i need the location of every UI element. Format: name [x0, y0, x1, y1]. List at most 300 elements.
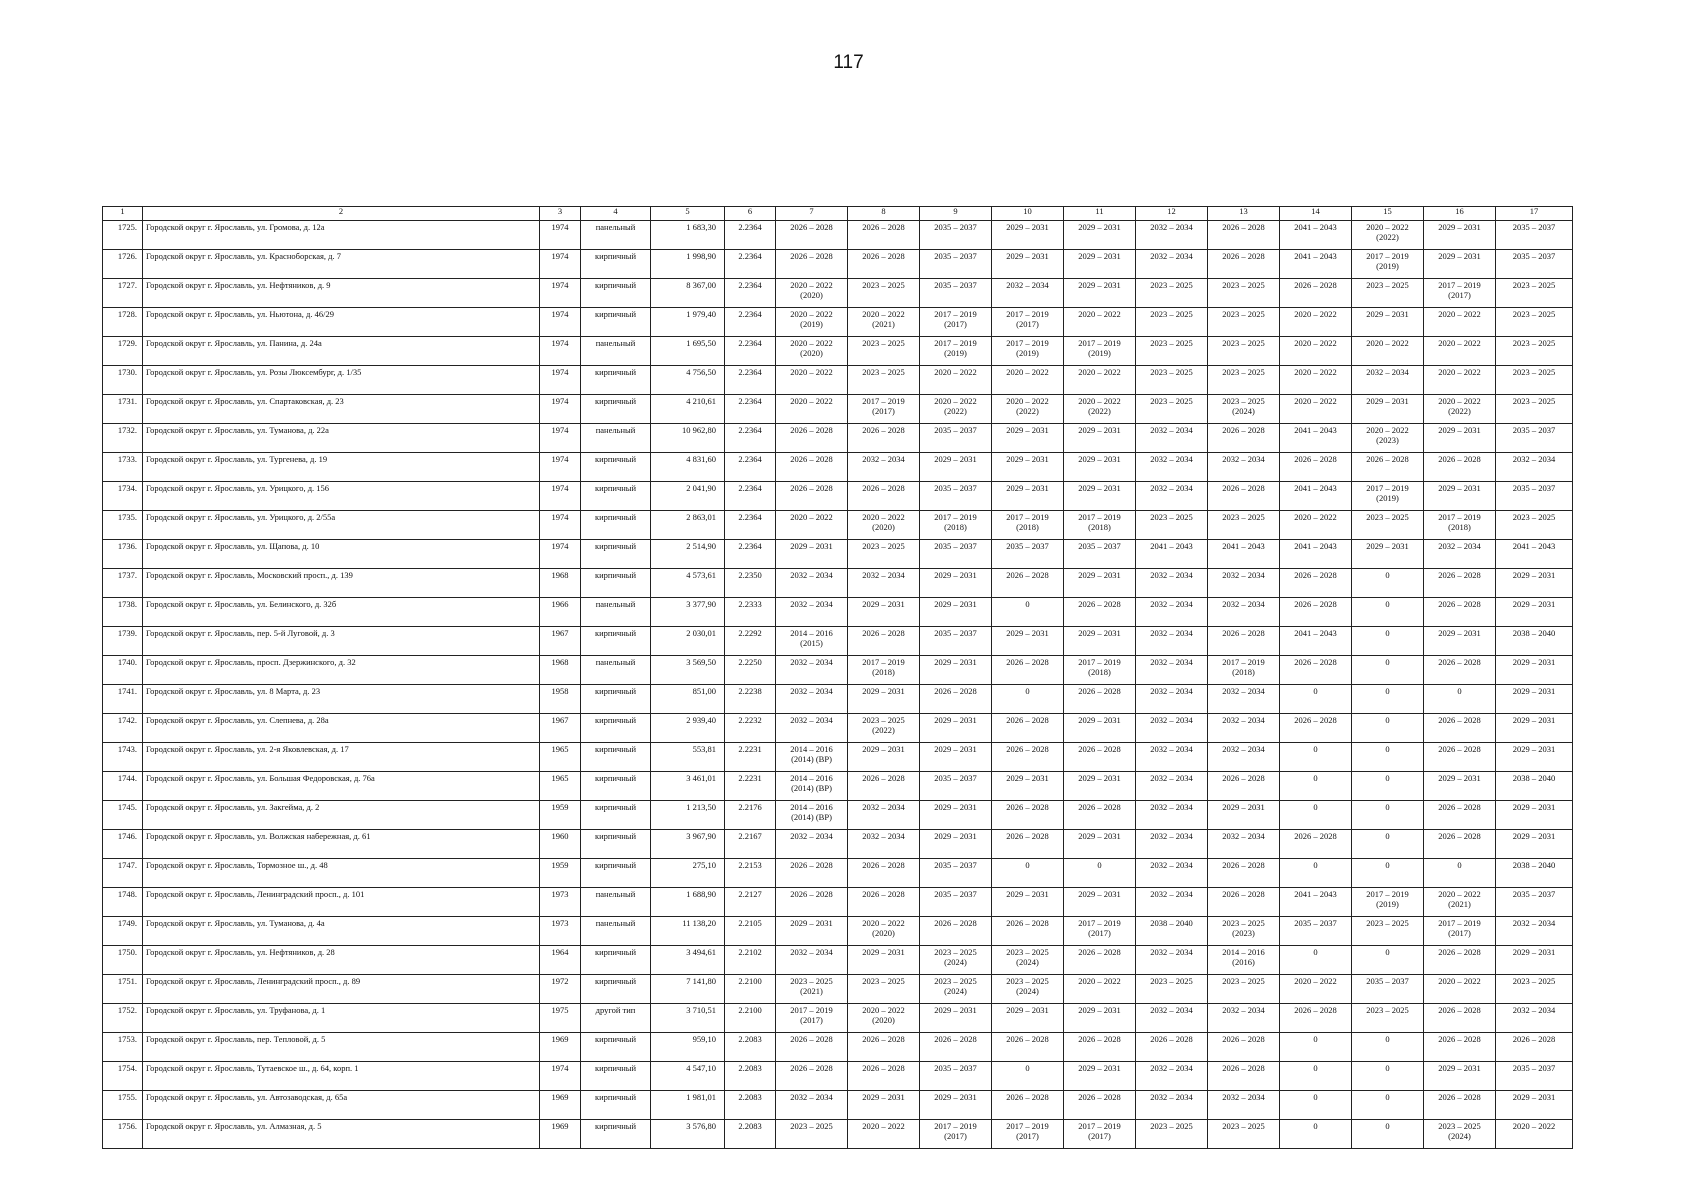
table-cell: 2026 – 2028 [776, 453, 848, 482]
table-cell: 2032 – 2034 [1136, 482, 1208, 511]
table-cell: 2020 – 2022 [1424, 975, 1496, 1004]
table-cell: 2026 – 2028 [1208, 1062, 1280, 1091]
table-cell: 2032 – 2034 [1136, 656, 1208, 685]
area-cell: 3 569,50 [651, 656, 725, 685]
table-cell: 2032 – 2034 [1136, 888, 1208, 917]
table-cell: 2023 – 2025 (2022) [848, 714, 920, 743]
table-cell: 1973 [540, 888, 581, 917]
table-row [103, 1033, 1573, 1062]
table-cell: 2029 – 2031 [1064, 830, 1136, 859]
table-cell: 2035 – 2037 [1496, 482, 1573, 511]
table-cell: 1958 [540, 685, 581, 714]
table-cell: кирпичный [581, 482, 651, 511]
table-cell: 2035 – 2037 [1496, 424, 1573, 453]
table-cell: 2032 – 2034 [1136, 946, 1208, 975]
table-cell: 2026 – 2028 [1280, 279, 1352, 308]
table-cell: 2026 – 2028 [848, 772, 920, 801]
table-cell: панельный [581, 888, 651, 917]
table-cell: 2020 – 2022 (2022) [920, 395, 992, 424]
table-cell: 0 [1280, 685, 1352, 714]
table-cell: 1974 [540, 482, 581, 511]
table-cell: 2020 – 2022 [1352, 337, 1424, 366]
table-cell: 2032 – 2034 [1208, 598, 1280, 627]
table-cell: 2023 – 2025 [1496, 395, 1573, 424]
table-cell: 2029 – 2031 [1352, 308, 1424, 337]
row-number: 1735. [103, 511, 143, 540]
address-cell: Городской округ г. Ярославль, ул. Волжская набережная, д. 61 [143, 830, 540, 859]
table-cell: 2014 – 2016 (2015) [776, 627, 848, 656]
table-cell: 2029 – 2031 [1064, 453, 1136, 482]
table-cell: 2023 – 2025 (2024) [920, 975, 992, 1004]
table-cell: 2029 – 2031 [920, 1091, 992, 1120]
table-cell: 2032 – 2034 [1136, 743, 1208, 772]
table-cell: 2023 – 2025 (2024) [920, 946, 992, 975]
table-cell: 2029 – 2031 [1496, 656, 1573, 685]
table-cell: 2032 – 2034 [1136, 685, 1208, 714]
table-cell: 2035 – 2037 [1064, 540, 1136, 569]
table-cell: 1959 [540, 859, 581, 888]
table-cell: 0 [992, 685, 1064, 714]
row-number: 1726. [103, 250, 143, 279]
table-cell: 0 [1352, 656, 1424, 685]
table-cell: 0 [1352, 569, 1424, 598]
column-header-8: 8 [848, 207, 920, 221]
column-header-17: 17 [1496, 207, 1573, 221]
table-cell: 1975 [540, 1004, 581, 1033]
table-cell: 2017 – 2019 (2017) [776, 1004, 848, 1033]
table-cell: 2020 – 2022 [1280, 308, 1352, 337]
table-cell: 2026 – 2028 [776, 221, 848, 250]
address-cell: Городской округ г. Ярославль, ул. Большая Федоровская, д. 76а [143, 772, 540, 801]
table-row [103, 1091, 1573, 1120]
table-cell: 2023 – 2025 [848, 975, 920, 1004]
table-cell: 2029 – 2031 [1496, 946, 1573, 975]
address-cell: Городской округ г. Ярославль, ул. Нефтяников, д. 28 [143, 946, 540, 975]
table-cell: 2.2292 [725, 627, 776, 656]
table-cell: 2020 – 2022 [776, 511, 848, 540]
table-cell: 2026 – 2028 [1496, 1033, 1573, 1062]
table-cell: 2029 – 2031 [776, 540, 848, 569]
table-cell: 2026 – 2028 [848, 482, 920, 511]
table-row [103, 859, 1573, 888]
table-cell: кирпичный [581, 453, 651, 482]
table-cell: кирпичный [581, 946, 651, 975]
table-row [103, 511, 1573, 540]
table-cell: 2026 – 2028 [1280, 714, 1352, 743]
address-cell: Городской округ г. Ярославль, ул. 2-я Яковлевская, д. 17 [143, 743, 540, 772]
table-cell: 2041 – 2043 [1208, 540, 1280, 569]
table-cell: 2.2364 [725, 366, 776, 395]
table-cell: 2035 – 2037 [920, 888, 992, 917]
address-cell: Городской округ г. Ярославль, ул. 8 Марта, д. 23 [143, 685, 540, 714]
table-cell: 2.2176 [725, 801, 776, 830]
table-cell: 2029 – 2031 [920, 598, 992, 627]
table-cell: 0 [1424, 685, 1496, 714]
table-cell: 2.2364 [725, 395, 776, 424]
address-cell: Городской округ г. Ярославль, пер. 5-й Луговой, д. 3 [143, 627, 540, 656]
table-cell: 2029 – 2031 [1352, 540, 1424, 569]
table-cell: 2029 – 2031 [848, 946, 920, 975]
table-cell: 2020 – 2022 [1280, 366, 1352, 395]
table-cell: 2032 – 2034 [848, 801, 920, 830]
table-cell: 2029 – 2031 [920, 656, 992, 685]
column-header-6: 6 [725, 207, 776, 221]
address-cell: Городской округ г. Ярославль, ул. Алмазная, д. 5 [143, 1120, 540, 1149]
table-cell: 2029 – 2031 [992, 250, 1064, 279]
table-cell: 2026 – 2028 [1208, 1033, 1280, 1062]
table-cell: 1974 [540, 221, 581, 250]
table-cell: 0 [1280, 772, 1352, 801]
row-number: 1737. [103, 569, 143, 598]
table-cell: 2.2083 [725, 1062, 776, 1091]
table-cell: 2023 – 2025 [1208, 975, 1280, 1004]
table-cell: 2026 – 2028 [776, 1062, 848, 1091]
address-cell: Городской округ г. Ярославль, ул. Туманова, д. 4а [143, 917, 540, 946]
table-row [103, 772, 1573, 801]
table-cell: 2026 – 2028 [1064, 801, 1136, 830]
table-cell: 2020 – 2022 [1496, 1120, 1573, 1149]
table-cell: 2026 – 2028 [920, 1033, 992, 1062]
row-number: 1738. [103, 598, 143, 627]
row-number: 1742. [103, 714, 143, 743]
table-cell: 2023 – 2025 [1136, 1120, 1208, 1149]
table-cell: 1974 [540, 540, 581, 569]
table-cell: 2020 – 2022 [1064, 366, 1136, 395]
table-cell: 2032 – 2034 [1496, 1004, 1573, 1033]
table-cell: 2017 – 2019 (2017) [848, 395, 920, 424]
address-cell: Городской округ г. Ярославль, ул. Труфанова, д. 1 [143, 1004, 540, 1033]
table-cell: 2029 – 2031 [1064, 250, 1136, 279]
table-cell: 2.2350 [725, 569, 776, 598]
area-cell: 2 041,90 [651, 482, 725, 511]
column-header-2: 2 [143, 207, 540, 221]
table-cell: 2026 – 2028 [1208, 772, 1280, 801]
table-cell: 2020 – 2022 (2022) [1352, 221, 1424, 250]
table-row [103, 424, 1573, 453]
table-cell: 2020 – 2022 (2020) [776, 279, 848, 308]
table-cell: 2020 – 2022 [992, 366, 1064, 395]
table-cell: 2.2153 [725, 859, 776, 888]
table-cell: 2032 – 2034 [848, 569, 920, 598]
table-cell: 2032 – 2034 [1136, 1004, 1208, 1033]
table-cell: 2032 – 2034 [776, 1091, 848, 1120]
table-cell: 2023 – 2025 [1352, 1004, 1424, 1033]
table-cell: 2026 – 2028 [992, 801, 1064, 830]
table-cell: 2017 – 2019 (2018) [1064, 656, 1136, 685]
row-number: 1756. [103, 1120, 143, 1149]
table-cell: 2032 – 2034 [1136, 569, 1208, 598]
table-cell: 2.2105 [725, 917, 776, 946]
table-cell: 2035 – 2037 [920, 424, 992, 453]
table-cell: 2.2364 [725, 308, 776, 337]
table-cell: 2029 – 2031 [920, 830, 992, 859]
table-cell: 2017 – 2019 (2018) [920, 511, 992, 540]
table-cell: 1959 [540, 801, 581, 830]
table-cell: 2023 – 2025 [1496, 308, 1573, 337]
table-cell: 0 [1064, 859, 1136, 888]
table-row [103, 975, 1573, 1004]
table-cell: 2032 – 2034 [1136, 772, 1208, 801]
table-cell: 2026 – 2028 [1280, 656, 1352, 685]
address-cell: Городской округ г. Ярославль, ул. Панина, д. 24а [143, 337, 540, 366]
table-cell: 2035 – 2037 [1352, 975, 1424, 1004]
column-header-15: 15 [1352, 207, 1424, 221]
table-cell: 2017 – 2019 (2019) [1352, 482, 1424, 511]
table-cell: 2020 – 2022 (2020) [776, 337, 848, 366]
table-cell: 2023 – 2025 [1136, 337, 1208, 366]
table-cell: 2029 – 2031 [848, 743, 920, 772]
table-cell: 2032 – 2034 [1136, 221, 1208, 250]
table-cell: 0 [1352, 772, 1424, 801]
table-cell: 2035 – 2037 [1496, 1062, 1573, 1091]
table-cell: 2032 – 2034 [1208, 1004, 1280, 1033]
table-cell: 0 [1352, 946, 1424, 975]
table-cell: 2032 – 2034 [1496, 917, 1573, 946]
table-cell: другой тип [581, 1004, 651, 1033]
table-row [103, 685, 1573, 714]
table-cell: 1974 [540, 279, 581, 308]
table-cell: 2029 – 2031 [992, 424, 1064, 453]
table-cell: 2.2102 [725, 946, 776, 975]
table-cell: 2026 – 2028 [1280, 453, 1352, 482]
table-cell: 0 [1352, 627, 1424, 656]
table-row [103, 337, 1573, 366]
table-cell: 2023 – 2025 [1352, 279, 1424, 308]
table-cell: кирпичный [581, 627, 651, 656]
table-cell: 2023 – 2025 [1136, 279, 1208, 308]
table-cell: 2023 – 2025 [1136, 395, 1208, 424]
table-cell: кирпичный [581, 1062, 651, 1091]
table-cell: 1973 [540, 917, 581, 946]
table-cell: 2032 – 2034 [776, 598, 848, 627]
table-cell: 2035 – 2037 [920, 250, 992, 279]
table-cell: 2023 – 2025 [848, 337, 920, 366]
row-number: 1729. [103, 337, 143, 366]
table-cell: 2029 – 2031 [1496, 1091, 1573, 1120]
table-cell: кирпичный [581, 714, 651, 743]
table-cell: 2.2127 [725, 888, 776, 917]
address-cell: Городской округ г. Ярославль, ул. Ньютона, д. 46/29 [143, 308, 540, 337]
table-cell: 2014 – 2016 (2014) (ВР) [776, 801, 848, 830]
table-cell: 2032 – 2034 [1208, 685, 1280, 714]
table-cell: 2041 – 2043 [1496, 540, 1573, 569]
table-cell: 2023 – 2025 [1136, 975, 1208, 1004]
row-number: 1734. [103, 482, 143, 511]
row-number: 1750. [103, 946, 143, 975]
table-cell: 2041 – 2043 [1280, 482, 1352, 511]
table-cell: 2029 – 2031 [1496, 801, 1573, 830]
table-cell: 1974 [540, 250, 581, 279]
table-cell: 2020 – 2022 [1280, 395, 1352, 424]
table-cell: 2014 – 2016 (2014) (ВР) [776, 743, 848, 772]
table-cell: 2026 – 2028 [776, 859, 848, 888]
table-cell: 1974 [540, 366, 581, 395]
table-cell: 2017 – 2019 (2019) [1352, 250, 1424, 279]
table-cell: 2041 – 2043 [1136, 540, 1208, 569]
table-cell: 2029 – 2031 [1496, 598, 1573, 627]
table-cell: 2026 – 2028 [1352, 453, 1424, 482]
table-cell: 2026 – 2028 [1208, 424, 1280, 453]
area-cell: 2 939,40 [651, 714, 725, 743]
area-cell: 3 576,80 [651, 1120, 725, 1149]
table-cell: 2014 – 2016 (2014) (ВР) [776, 772, 848, 801]
table-cell: 2.2364 [725, 279, 776, 308]
table-cell: 2017 – 2019 (2018) [1208, 656, 1280, 685]
area-cell: 553,81 [651, 743, 725, 772]
table-cell: 2026 – 2028 [992, 1091, 1064, 1120]
row-number: 1741. [103, 685, 143, 714]
table-cell: кирпичный [581, 308, 651, 337]
table-cell: 2041 – 2043 [1280, 250, 1352, 279]
table-cell: 2035 – 2037 [1496, 250, 1573, 279]
table-cell: кирпичный [581, 743, 651, 772]
row-number: 1730. [103, 366, 143, 395]
table-cell: 2023 – 2025 [1496, 337, 1573, 366]
table-cell: 2026 – 2028 [1424, 1004, 1496, 1033]
table-cell: 2026 – 2028 [1064, 946, 1136, 975]
table-cell: 2032 – 2034 [776, 569, 848, 598]
table-cell: 2026 – 2028 [848, 221, 920, 250]
table-cell: 2032 – 2034 [1136, 801, 1208, 830]
table-cell: 2020 – 2022 [1280, 511, 1352, 540]
table-row [103, 743, 1573, 772]
table-cell: 2026 – 2028 [1208, 859, 1280, 888]
table-cell: кирпичный [581, 540, 651, 569]
table-row [103, 830, 1573, 859]
table-cell: 2035 – 2037 [920, 279, 992, 308]
table-cell: 2023 – 2025 [1208, 366, 1280, 395]
table-cell: 2029 – 2031 [1064, 627, 1136, 656]
area-cell: 275,10 [651, 859, 725, 888]
table-cell: 2032 – 2034 [1136, 424, 1208, 453]
table-row [103, 1062, 1573, 1091]
table-cell: кирпичный [581, 569, 651, 598]
table-cell: 2023 – 2025 [776, 1120, 848, 1149]
table-cell: 2035 – 2037 [920, 1062, 992, 1091]
table-cell: 0 [1352, 598, 1424, 627]
table-row [103, 540, 1573, 569]
table-cell: 2023 – 2025 [848, 279, 920, 308]
table-cell: 0 [1280, 801, 1352, 830]
row-number: 1749. [103, 917, 143, 946]
table-cell: 2032 – 2034 [1208, 1091, 1280, 1120]
row-number: 1747. [103, 859, 143, 888]
table-cell: 2.2250 [725, 656, 776, 685]
table-cell: 2023 – 2025 [1136, 366, 1208, 395]
address-cell: Городской округ г. Ярославль, ул. Тургенева, д. 19 [143, 453, 540, 482]
table-cell: 2029 – 2031 [1496, 743, 1573, 772]
column-header-9: 9 [920, 207, 992, 221]
table-cell: 2029 – 2031 [1064, 772, 1136, 801]
row-number: 1754. [103, 1062, 143, 1091]
table-cell: 2029 – 2031 [1352, 395, 1424, 424]
table-cell: 2017 – 2019 (2019) [1064, 337, 1136, 366]
area-cell: 1 998,90 [651, 250, 725, 279]
table-cell: кирпичный [581, 1120, 651, 1149]
table-cell: 2023 – 2025 (2024) [992, 946, 1064, 975]
table-cell: 2026 – 2028 [1208, 250, 1280, 279]
area-cell: 851,00 [651, 685, 725, 714]
table-cell: 1974 [540, 308, 581, 337]
table-cell: 2.2364 [725, 453, 776, 482]
table-cell: 0 [1280, 859, 1352, 888]
table-cell: 2023 – 2025 (2021) [776, 975, 848, 1004]
table-cell: 2035 – 2037 [920, 772, 992, 801]
table-cell: 2023 – 2025 [1208, 1120, 1280, 1149]
table-cell: 1969 [540, 1091, 581, 1120]
area-cell: 959,10 [651, 1033, 725, 1062]
table-cell: 2026 – 2028 [776, 1033, 848, 1062]
table-cell: 1967 [540, 627, 581, 656]
table-cell: кирпичный [581, 830, 651, 859]
table-cell: 2020 – 2022 [1064, 308, 1136, 337]
table-cell: 0 [1280, 743, 1352, 772]
table-cell: 2032 – 2034 [1208, 743, 1280, 772]
table-cell: кирпичный [581, 975, 651, 1004]
area-cell: 1 213,50 [651, 801, 725, 830]
row-number: 1740. [103, 656, 143, 685]
table-cell: 0 [1280, 1091, 1352, 1120]
table-cell: 2020 – 2022 [776, 395, 848, 424]
area-cell: 1 683,30 [651, 221, 725, 250]
table-cell: 2020 – 2022 [1064, 975, 1136, 1004]
area-cell: 3 710,51 [651, 1004, 725, 1033]
table-cell: 2035 – 2037 [920, 540, 992, 569]
row-number: 1725. [103, 221, 143, 250]
row-number: 1731. [103, 395, 143, 424]
table-cell: 2026 – 2028 [992, 714, 1064, 743]
address-cell: Городской округ г. Ярославль, ул. Громова, д. 12а [143, 221, 540, 250]
table-cell: 2020 – 2022 [1424, 366, 1496, 395]
table-cell: 2026 – 2028 [1064, 1033, 1136, 1062]
table-cell: 2020 – 2022 (2022) [1424, 395, 1496, 424]
table-cell: 2026 – 2028 [1280, 1004, 1352, 1033]
table-row [103, 598, 1573, 627]
table-cell: 2.2231 [725, 772, 776, 801]
table-cell: 2029 – 2031 [992, 453, 1064, 482]
table-cell: 2029 – 2031 [992, 1004, 1064, 1033]
area-cell: 4 573,61 [651, 569, 725, 598]
table-cell: 2032 – 2034 [776, 714, 848, 743]
table-row [103, 801, 1573, 830]
row-number: 1746. [103, 830, 143, 859]
table-cell: 2017 – 2019 (2017) [920, 1120, 992, 1149]
table-cell: 2038 – 2040 [1496, 627, 1573, 656]
table-cell: кирпичный [581, 772, 651, 801]
table-cell: 2026 – 2028 [1208, 482, 1280, 511]
table-cell: 2026 – 2028 [1424, 743, 1496, 772]
table-cell: 2.2364 [725, 337, 776, 366]
table-cell: кирпичный [581, 366, 651, 395]
table-cell: 2032 – 2034 [1208, 830, 1280, 859]
table-cell: 2032 – 2034 [1208, 569, 1280, 598]
table-row [103, 1004, 1573, 1033]
table-cell: 0 [1352, 830, 1424, 859]
table-cell: 2026 – 2028 [1136, 1033, 1208, 1062]
row-number: 1739. [103, 627, 143, 656]
table-cell: 2026 – 2028 [992, 1033, 1064, 1062]
table-row [103, 946, 1573, 975]
row-number: 1755. [103, 1091, 143, 1120]
table-cell: 2029 – 2031 [1424, 1062, 1496, 1091]
column-header-3: 3 [540, 207, 581, 221]
table-cell: 2029 – 2031 [992, 221, 1064, 250]
table-cell: кирпичный [581, 859, 651, 888]
table-cell: 2041 – 2043 [1280, 424, 1352, 453]
table-cell: 2026 – 2028 [776, 424, 848, 453]
table-row [103, 569, 1573, 598]
table-cell: 2029 – 2031 [1064, 1062, 1136, 1091]
